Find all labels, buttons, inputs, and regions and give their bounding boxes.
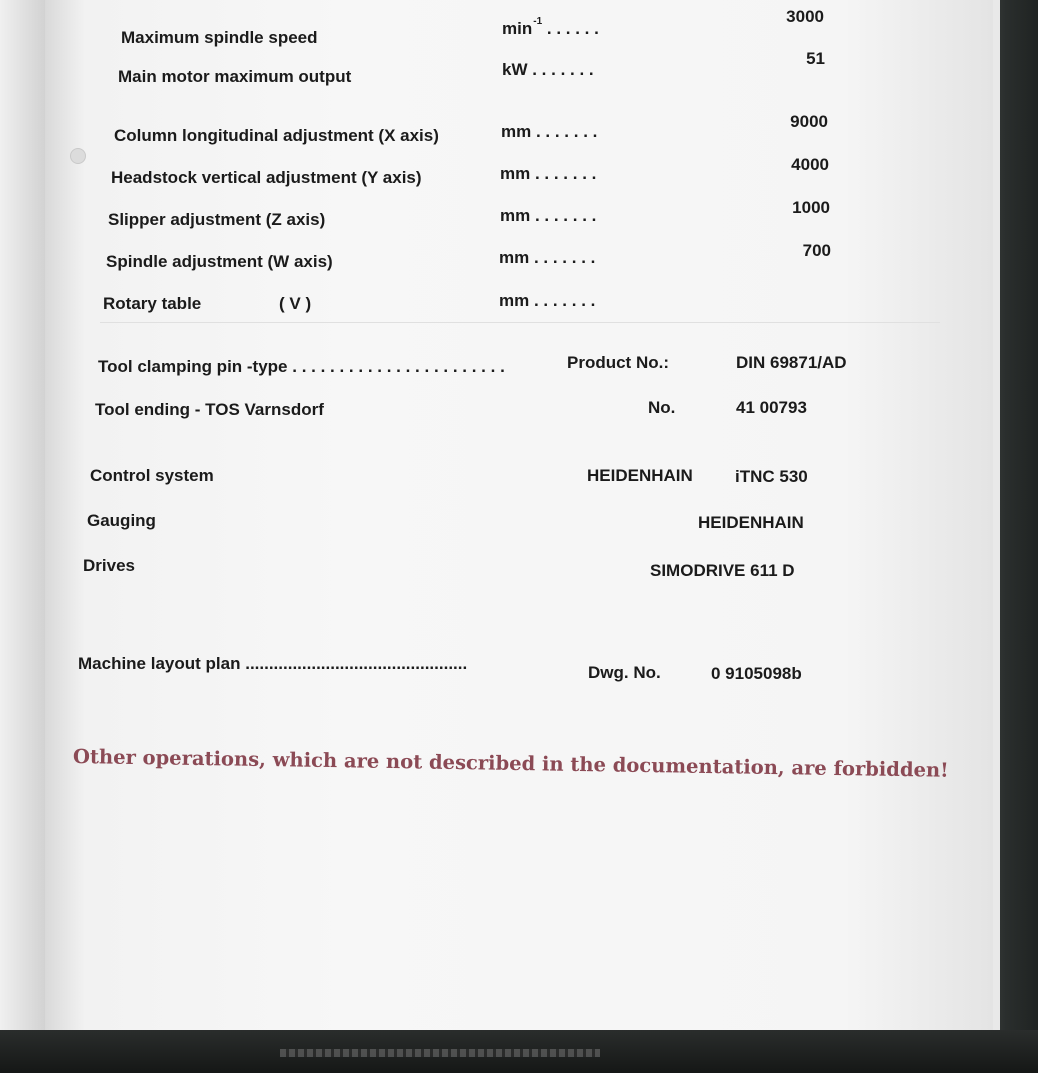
spec-label-spindle-speed: Maximum spindle speed <box>121 28 318 47</box>
binder-spine-strip <box>280 1049 600 1057</box>
spec-unit-w-axis: mm . . . . . . . <box>499 248 596 267</box>
tool-ending-no-label: No. <box>648 398 676 417</box>
spec-value-y-axis: 4000 <box>791 155 829 174</box>
spec-label-motor-output: Main motor maximum output <box>118 67 352 86</box>
product-no-value: DIN 69871/AD <box>736 353 847 372</box>
document-page <box>45 0 993 1035</box>
spec-unit-x-axis: mm . . . . . . . <box>501 122 598 141</box>
section-divider <box>100 322 940 323</box>
spec-value-z-axis: 1000 <box>792 198 830 217</box>
dwg-no-label: Dwg. No. <box>588 663 661 682</box>
drives-value: SIMODRIVE 611 D <box>650 561 795 580</box>
spec-label-x-axis: Column longitudinal adjustment (X axis) <box>114 126 439 145</box>
spec-value-w-axis: 700 <box>802 241 831 260</box>
spec-label-rotary-table: Rotary table <box>103 294 202 313</box>
control-system-brand: HEIDENHAIN <box>587 466 693 485</box>
tool-ending-no-value: 41 00793 <box>736 398 807 417</box>
product-no-label: Product No.: <box>567 353 669 372</box>
spec-label-y-axis: Headstock vertical adjustment (Y axis) <box>111 168 422 187</box>
spec-label-w-axis: Spindle adjustment (W axis) <box>106 252 333 271</box>
spec-value-spindle-speed: 3000 <box>786 7 824 26</box>
dwg-no-value: 0 9105098b <box>711 664 802 683</box>
spec-unit-spindle-speed: $\min^{-1}$ . . . . . . <box>502 16 599 38</box>
drives-label: Drives <box>83 556 135 575</box>
control-system-model: iTNC 530 <box>735 467 808 486</box>
gauging-value: HEIDENHAIN <box>698 513 804 532</box>
forbidden-operations-warning: Other operations, which are not described in the documentation, are forbidden! <box>72 745 949 782</box>
gauging-label: Gauging <box>87 511 156 530</box>
spec-label-z-axis: Slipper adjustment (Z axis) <box>108 210 326 229</box>
spec-label-v-axis: ( V ) <box>279 294 312 313</box>
spec-unit-motor-output: kW . . . . . . . <box>502 60 594 79</box>
spec-unit-rotary-table: mm . . . . . . . <box>499 291 596 310</box>
tool-clamping-label: Tool clamping pin -type . . . . . . . . . . . . . . . . . . . . . . . <box>98 357 505 376</box>
page-edge-left <box>0 0 50 1040</box>
spec-value-motor-output: 51 <box>806 49 825 68</box>
punch-hole <box>70 148 86 164</box>
tool-ending-label: Tool ending - TOS Varnsdorf <box>95 400 324 419</box>
control-system-label: Control system <box>90 466 214 485</box>
spec-unit-z-axis: mm . . . . . . . <box>500 206 597 225</box>
layout-plan-label: Machine layout plan ............................................... <box>78 654 468 673</box>
spec-value-x-axis: 9000 <box>790 112 828 131</box>
spec-unit-y-axis: mm . . . . . . . <box>500 164 597 183</box>
